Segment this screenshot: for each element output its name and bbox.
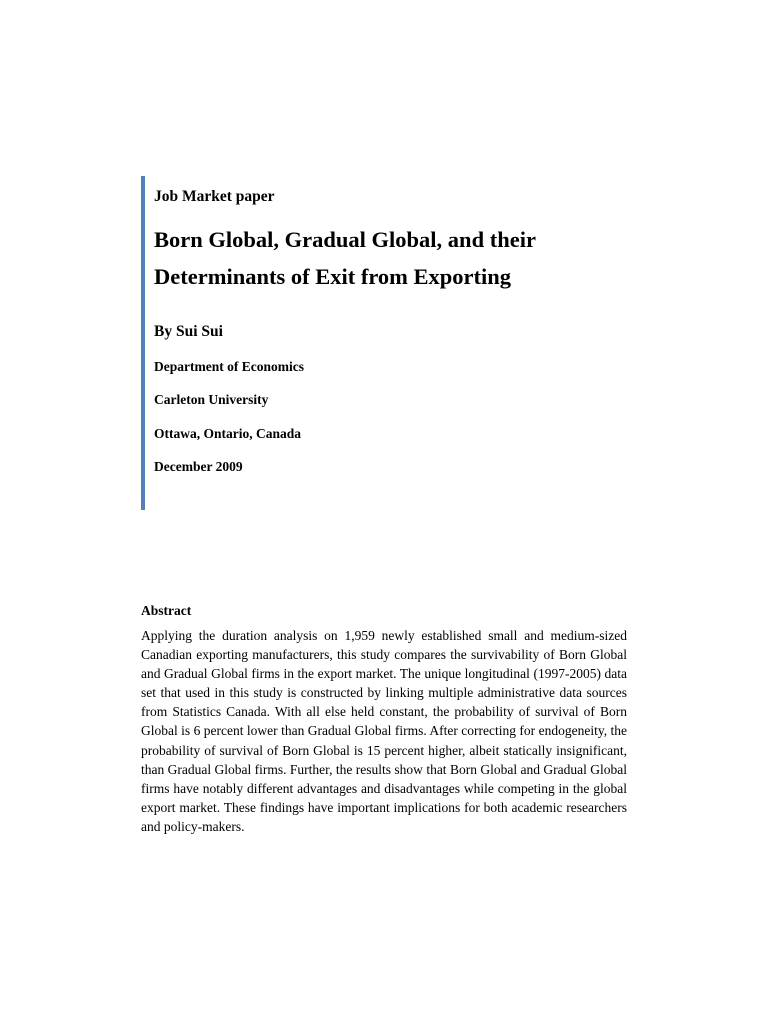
- author-university: Carleton University: [154, 392, 269, 407]
- abstract-body: Applying the duration analysis on 1,959 newly established small and medium-sized Canadian exporting manufacturers, this study compares the survivability of Born Global and Gradual Global firms in the export market. The unique longitudinal (1997-2005) data set that used in this study is constructed by linking multiple administrative data sources from Statistics Canada. With all else held constant, the probability of survival of Born Global is 6 percent lower than Gradual Global firms. After correcting for endogeneity, the probability of survival of Born Global is 15 percent higher, albeit statically insignificant, than Gradual Global firms. Further, the results show that Born Global and Gradual Global firms have notably different advantages and disadvantages while competing in the global export market. These findings have important implications for both academic researchers and policy-makers.: [141, 628, 627, 834]
- paper-date: December 2009: [154, 459, 243, 474]
- title-block: [141, 176, 661, 510]
- paper-title-line-2: Determinants of Exit from Exporting: [154, 264, 512, 289]
- author-location: Ottawa, Ontario, Canada: [154, 426, 302, 441]
- paper-type-label: Job Market paper: [154, 188, 275, 205]
- abstract-heading: Abstract: [141, 603, 192, 618]
- author-byline: By Sui Sui: [154, 323, 223, 340]
- author-department: Department of Economics: [154, 359, 304, 374]
- paper-title-line-1: Born Global, Gradual Global, and their: [154, 227, 536, 252]
